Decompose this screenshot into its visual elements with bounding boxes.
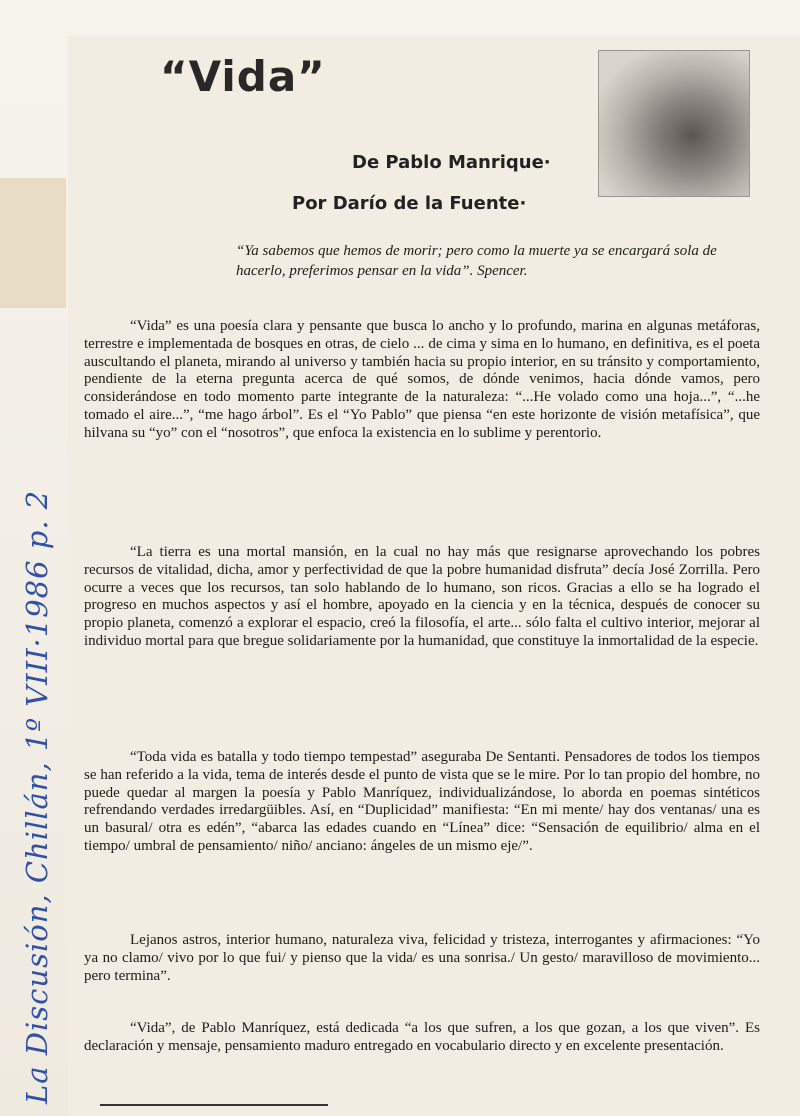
byline: Por Darío de la Fuente· bbox=[292, 193, 527, 214]
author-photo bbox=[598, 50, 750, 197]
article-title: “Vida” bbox=[160, 52, 326, 101]
handwritten-source-note: La Discusión, Chillán, 1º VIII·1986 p. 2 bbox=[20, 489, 54, 1104]
paragraph-3: “Toda vida es batalla y todo tiempo tempestad” aseguraba De Sentanti. Pensadores de todos los tiempos se han referido a la vida, tema de interés desde el punto de vista que se le mire. Por lo tan propio del hombre, no puede quedar al margen la poesía y Pablo Manríquez, individualizándose, lo aborda en poemas sintéticos refrendando verdades irredargüibles. Así, en “Duplicidad” manifiesta: “En mi mente/ hay dos ventanas/ una es un basural/ otra es edén”, “abarca las edades cuando en “Línea” dice: “Sensación de equilibrio/ alma en el tiempo/ umbral de pensamiento/ niño/ anciano: ángeles de un mismo eje/”. bbox=[84, 749, 760, 854]
footer-rule bbox=[100, 1104, 328, 1106]
paragraph-2: “La tierra es una mortal mansión, en la cual no hay más que resignarse aprovechando los pobres recursos de vitalidad, dicha, amor y perfectividad de que la pobre humanidad disfruta” decía José Zorrilla. Pero ocurre a veces que los recursos, tan solo hablando de lo humano, son ricos. Gracias a ello se ha logrado el progreso en muchos aspectos y así el hombre, apoyado en la ciencia y en la técnica, después de conocer su propio planeta, comenzó a explorar el espacio, creó la filosofía, el arte... sólo falta el cultivo interior, mejorar al individuo mortal para que bregue solidariamente por la humanidad, que constituye la inmortalidad de la especie. bbox=[84, 544, 760, 649]
author-line: De Pablo Manrique· bbox=[352, 152, 551, 173]
tape-strip bbox=[0, 178, 66, 308]
paragraph-5: “Vida”, de Pablo Manríquez, está dedicada “a los que sufren, a los que gozan, a los que viven”. Es declaración y mensaje, pensamiento maduro entregado en vocabulario directo y en excelente presentación. bbox=[84, 1020, 760, 1054]
paragraph-1: “Vida” es una poesía clara y pensante que busca lo ancho y lo profundo, marina en algunas metáforas, terrestre e implementada de bosques en otras, de cielo ... de cima y sima en lo humano, en definitiva, es el poeta auscultando el planeta, mirando al universo y también hacia su propio interior, en su tránsito y comportamiento, pendiente de la eterna pregunta acerca de qué somos, de dónde venimos, hacia dónde vamos, pero considerándose en todo momento parte integrante de la naturaleza: “...He volado como una hoja...”, “...he tomado el aire...”, “me hago árbol”. Es el “Yo Pablo” que piensa “en este horizonte de visión metafísica”, que hilvana su “yo” con el “nosotros”, que enfoca la existencia en lo sublime y perentorio. bbox=[84, 318, 760, 441]
paragraph-4: Lejanos astros, interior humano, naturaleza viva, felicidad y tristeza, interrogantes y afirmaciones: “Yo ya no clamo/ vivo por lo que fui/ y pienso que la vida/ es una sonrisa./ Un gesto/ maravilloso de movimiento... pero termina”. bbox=[84, 932, 760, 984]
epigraph: “Ya sabemos que hemos de morir; pero como la muerte ya se encargará sola de hacerlo, preferimos pensar en la vida”. Spencer. bbox=[236, 243, 717, 279]
